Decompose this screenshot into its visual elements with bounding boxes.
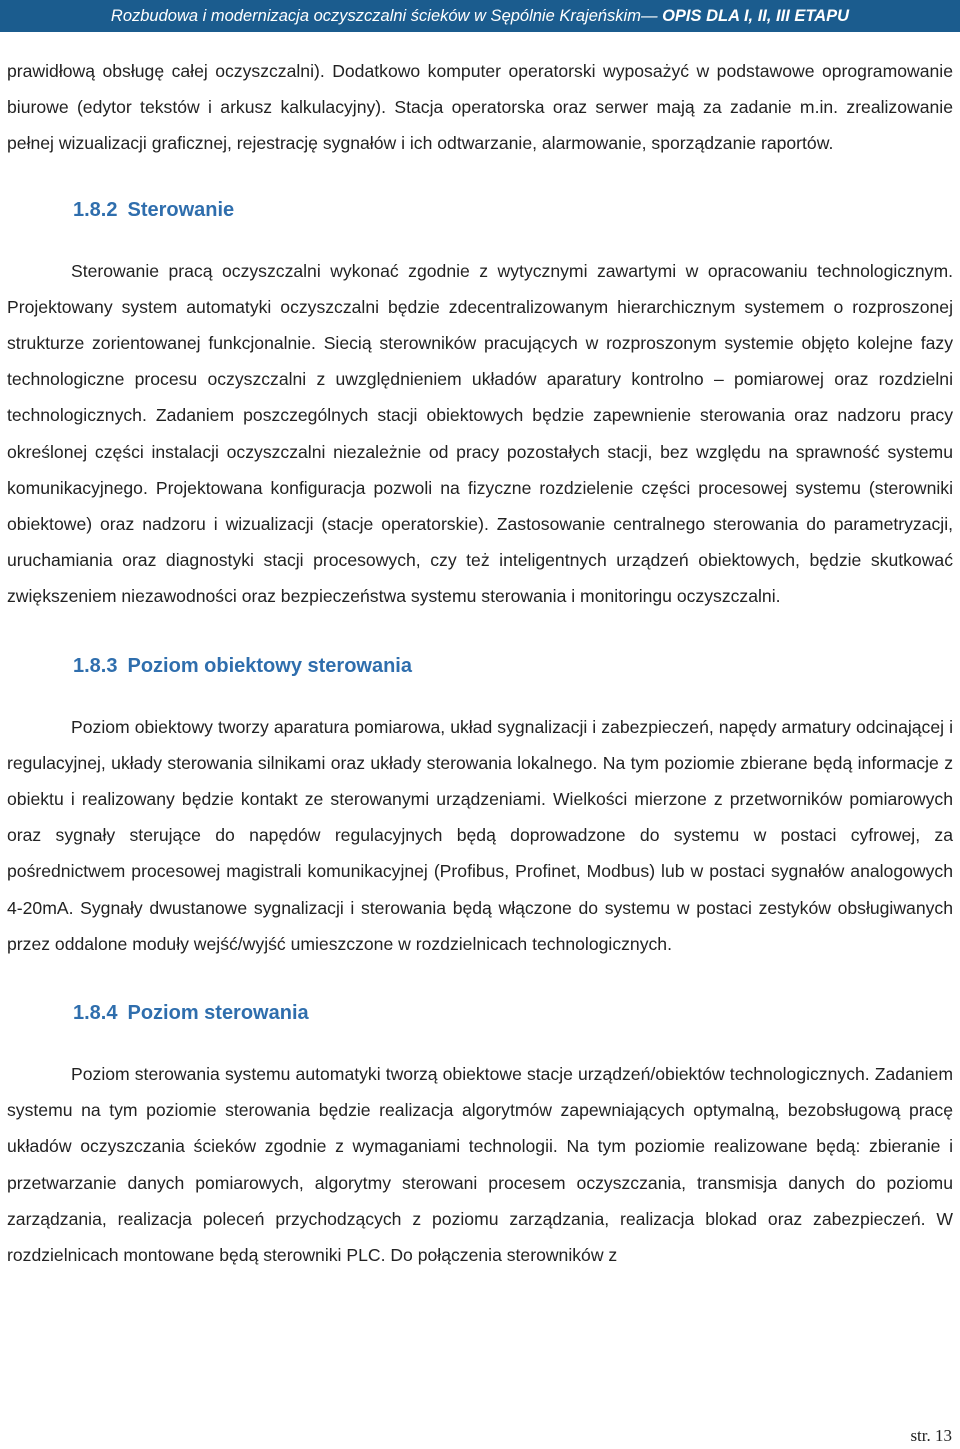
section-paragraph-1-8-2: Sterowanie pracą oczyszczalni wykonać zgodnie z wytycznymi zawartymi w opracowaniu technologicznym. Projektowany system automatyki oczyszczalni będzie zdecentralizowanym hierarchicznym systemem o rozproszonej strukturze zorientowanej funkcjonalnie. Siecią sterowników pracujących w rozproszonym systemie objęto kolejne fazy technologiczne procesu oczyszczalni z uwzględnieniem układów aparatury kontrolno – pomiarowej oraz rozdzielni technologicznych. Zadaniem poszczególnych stacji obiektowych będzie zapewnienie sterowania oraz nadzoru pracy określonej części instalacji oczyszczalni niezależnie od pracy pozostałych stacji, bez względu na sprawność systemu komunikacyjnego. Projektowana konfiguracja pozwoli na fizyczne rozdzielenie części procesowej systemu (sterowniki obiektowe) oraz nadzoru i wizualizacji (stacje operatorskie). Zastosowanie centralnego sterowania do parametryzacji, uruchamiania oraz diagnostyki stacji procesowych, czy też inteligentnych urządzeń obiektowych, będzie skutkować zwiększeniem niezawodności oraz bezpieczeństwa systemu sterowania i monitoringu oczyszczalni. <box>7 260 953 607</box>
header-title: Rozbudowa i modernizacja oczyszczalni ścieków w Sępólnie Krajeńskim— <box>110 7 658 25</box>
section-heading-1-8-4 <box>7 1000 953 1026</box>
section-heading-1-8-3 <box>7 653 953 679</box>
running-header <box>0 0 960 32</box>
section-title: Poziom sterowania <box>127 1002 309 1025</box>
section-number: 1.8.4 <box>73 1002 118 1025</box>
section-title: Sterowanie <box>127 198 235 221</box>
intro-paragraph: prawidłową obsługę całej oczyszczalni). Dodatkowo komputer operatorski wyposażyć w podstawowe oprogramowanie biurowe (edytor tekstów i arkusz kalkulacyjny). Stacja operatorska oraz serwer mają za zadanie m.in. zrealizowanie pełnej wizualizacji graficznej, rejestrację sygnałów i ich odtwarzanie, alarmowanie, sporządzanie raportów. <box>7 61 953 154</box>
section-number: 1.8.2 <box>73 198 118 221</box>
section-paragraph-1-8-4: Poziom sterowania systemu automatyki tworzą obiektowe stacje urządzeń/obiektów technologicznych. Zadaniem systemu na tym poziomie sterowania będzie realizacja algorytmów zapewniających optymalną, bezobsługową pracę układów oczyszczania ścieków zgodnie z wymaganiami technologii. Na tym poziomie realizowane będą: zbieranie i przetwarzanie danych pomiarowych, algorytmy sterowani procesem oczyszczania, transmisja danych do poziomu zarządzania, realizacja poleceń przychodzących z poziomu zarządzania, realizacja blokad oraz zabezpieczeń. W rozdzielnicach montowane będą sterowniki PLC. Do połączenia sterowników z <box>7 1064 953 1266</box>
section-paragraph-1-8-3: Poziom obiektowy tworzy aparatura pomiarowa, układ sygnalizacji i zabezpieczeń, napędy armatury odcinającej i regulacyjnej, układy sterowania silnikami oraz układy sterowania lokalnego. Na tym poziomie zbierane będą informacje z obiektu i realizowany będzie kontakt ze sterowanymi urządzeniami. Wielkości mierzone z przetworników pomiarowych oraz sygnały sterujące do napędów regulacyjnych będą doprowadzone do systemu w postaci cyfrowej, za pośrednictwem procesowej magistrali komunikacyjnej (Profibus, Profinet, Modbus) lub w postaci sygnałów analogowych 4-20mA. Sygnały dwustanowe sygnalizacji i sterowania będą włączone do systemu w postaci zestyków obsługiwanych przez oddalone moduły wejść/wyjść umieszczone w rozdzielnicach technologicznych. <box>7 716 953 954</box>
header-stage: OPIS DLA I, II, III ETAPU <box>662 7 850 25</box>
section-title: Poziom obiektowy sterowania <box>127 654 412 677</box>
page-number: str. 13 <box>910 1426 952 1445</box>
document-body <box>7 53 953 1273</box>
section-heading-1-8-2 <box>7 197 953 223</box>
section-number: 1.8.3 <box>73 654 118 677</box>
